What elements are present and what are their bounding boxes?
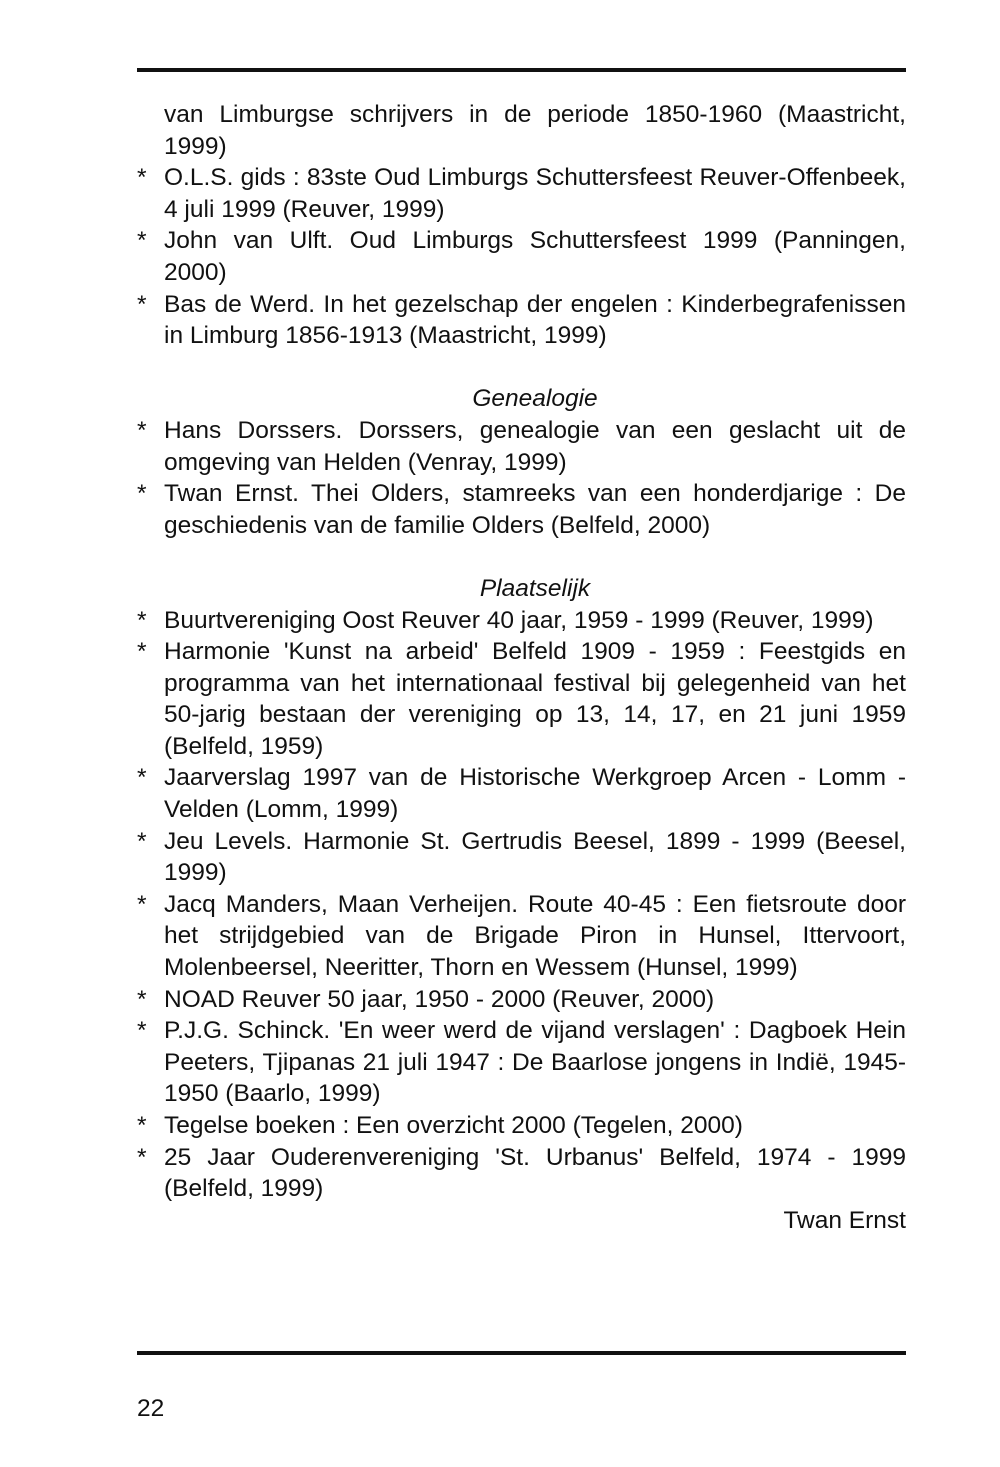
bullet: * [137, 227, 147, 255]
bullet: * [137, 827, 147, 855]
list-item: * O.L.S. gids : 83ste Oud Limburgs Schuttersfeest Reuver-Offenbeek, 4 juli 1999 (Reuver, 1999) [137, 164, 906, 223]
section-heading-plaatselijk: Plaatselijk [479, 574, 591, 602]
bullet: * [137, 890, 147, 918]
page-number: 22 [137, 1395, 165, 1422]
list-item: * Jaarverslag 1997 van de Historische Werkgroep Arcen - Lomm - Velden (Lomm, 1999) [137, 764, 906, 824]
bullet: * [137, 1143, 147, 1171]
bullet: * [137, 1112, 147, 1139]
list-item: * Twan Ernst. Thei Olders, stamreeks van een honderdjarige : De geschiedenis van de familie Olders (Belfeld, 2000) [137, 480, 906, 539]
list-item: * Harmonie 'Kunst na arbeid' Belfeld 1909 - 1959 : Feestgids en programma van het internationaal festival bij gelegenheid van het 50-jarig bestaan der vereniging op 13, 14, 17, en 21 juni 1959 (Belfeld, 1959) [137, 638, 906, 760]
top-rule [137, 68, 906, 72]
list-item: * P.J.G. Schinck. 'En weer werd de vijand verslagen' : Dagboek Hein Peeters, Tjipanas 21 juli 1947 : De Baarlose jongens in Indië, 1945-1950 (Baarlo, 1999) [137, 1017, 906, 1108]
bottom-rule [137, 1351, 906, 1355]
bullet: * [137, 164, 147, 192]
bullet: * [137, 290, 147, 318]
section-heading-genealogie: Genealogie [472, 385, 598, 413]
list-item: * Jeu Levels. Harmonie St. Gertrudis Beesel, 1899 - 1999 (Beesel, 1999) [137, 827, 906, 887]
list-item: * Tegelse boeken : Een overzicht 2000 (Tegelen, 2000) [137, 1110, 906, 1142]
list-item: * Bas de Werd. In het gezelschap der engelen : Kinderbegrafenissen in Limburg 1856-1913 (Maastricht, 1999) [137, 290, 906, 350]
bullet: * [137, 764, 147, 792]
list-item: * John van Ulft. Oud Limburgs Schuttersfeest 1999 (Panningen, 2000) [137, 227, 906, 286]
bullet: * [137, 638, 147, 666]
list-item: * Hans Dorssers. Dorssers, genealogie van een geslacht uit de omgeving van Helden (Venray, 1999) [137, 416, 906, 476]
bullet: * [137, 985, 147, 1013]
section-gap [137, 352, 906, 384]
list-item: * Buurtvereniging Oost Reuver 40 jaar, 1959 - 1999 (Reuver, 1999) [137, 605, 906, 637]
list-item: * NOAD Reuver 50 jaar, 1950 - 2000 (Reuver, 2000) [137, 984, 906, 1016]
bullet: * [137, 480, 147, 508]
bullet: * [137, 1017, 147, 1045]
section-gap [137, 541, 906, 573]
list-item: * Jacq Manders, Maan Verheijen. Route 40-45 : Een fietsroute door het strijdgebied van de Brigade Piron in Hunsel, Ittervoort, Molenbeersel, Neeritter, Thorn en Wessem (Hunsel, 1999) [137, 890, 906, 982]
bullet: * [137, 606, 147, 634]
list-item-continued: van Limburgse schrijvers in de periode 1850-1960 (Maastricht, 1999) [164, 101, 906, 160]
list-item: * 25 Jaar Ouderenvereniging 'St. Urbanus' Belfeld, 1974 - 1999 (Belfeld, 1999) [137, 1143, 906, 1203]
page-content [137, 99, 906, 1236]
bullet: * [137, 416, 147, 444]
author-signature: Twan Ernst [783, 1206, 906, 1234]
